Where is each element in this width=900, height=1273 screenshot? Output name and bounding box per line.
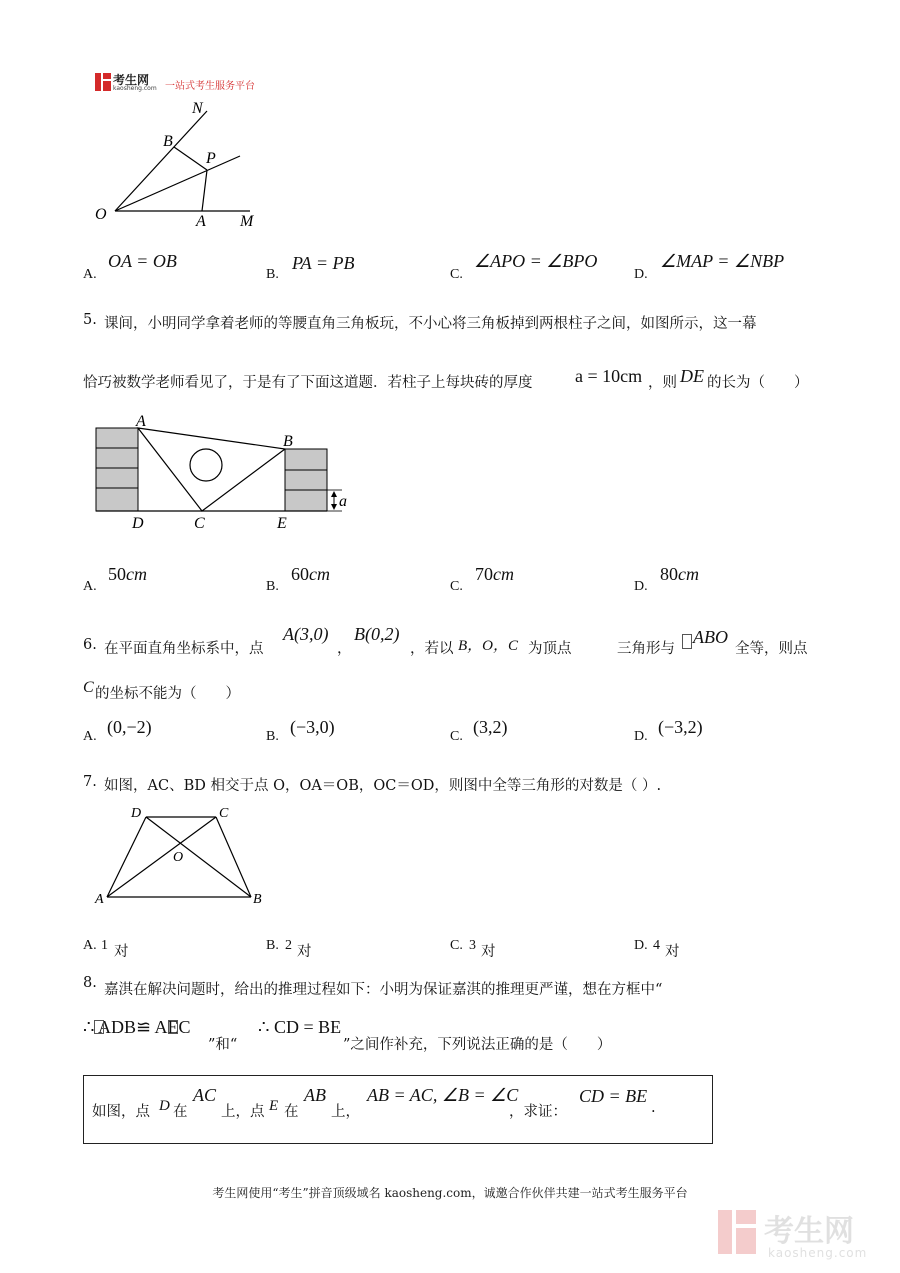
watermark-name: 考生网 <box>764 1214 854 1249</box>
seg-bp <box>174 147 207 170</box>
logo-name: 考生网 <box>113 73 150 87</box>
label-m: M <box>240 213 254 230</box>
watermark-logo-icon <box>718 1210 758 1254</box>
q4-figure <box>90 97 270 232</box>
q8-proof-box: 如图，点 D 在 AC 上，点 E 在 AB 上， AB = AC, ∠B = ∠C ，求证： CD = BE . <box>83 1075 713 1144</box>
label-c: C <box>194 515 205 532</box>
q5-figure <box>90 412 360 537</box>
footer-watermark <box>718 1208 888 1264</box>
label-o: O <box>95 206 107 223</box>
label-a-top: A <box>136 413 146 430</box>
label-p: P <box>206 150 216 167</box>
label-n: N <box>192 100 203 117</box>
watermark-domain: kaosheng.com <box>768 1246 868 1260</box>
label-e: E <box>277 515 287 532</box>
header-logo <box>95 72 295 94</box>
logo-icon <box>95 73 111 91</box>
ray-op <box>115 156 240 211</box>
label-c: C <box>219 806 229 821</box>
label-a: A <box>95 892 104 907</box>
header-slogan: 一站式考生服务平台 <box>165 81 255 92</box>
label-o: O <box>173 850 184 865</box>
triangle-abc <box>138 428 285 511</box>
seg-pa <box>202 170 207 211</box>
label-b: B <box>253 892 262 907</box>
label-b: B <box>163 133 173 150</box>
label-a-thickness: a <box>339 493 347 510</box>
footer-text: 考生网使用“考生”拼音顶级域名 kaosheng.com，诚邀合作伙伴共建一站式考生服务平台 <box>212 1186 688 1200</box>
label-b: B <box>283 433 293 450</box>
logo-domain: kaosheng.com <box>113 85 157 92</box>
q7-figure <box>92 800 272 915</box>
label-a: A <box>196 213 206 230</box>
label-d: D <box>131 806 142 821</box>
label-d: D <box>132 515 144 532</box>
